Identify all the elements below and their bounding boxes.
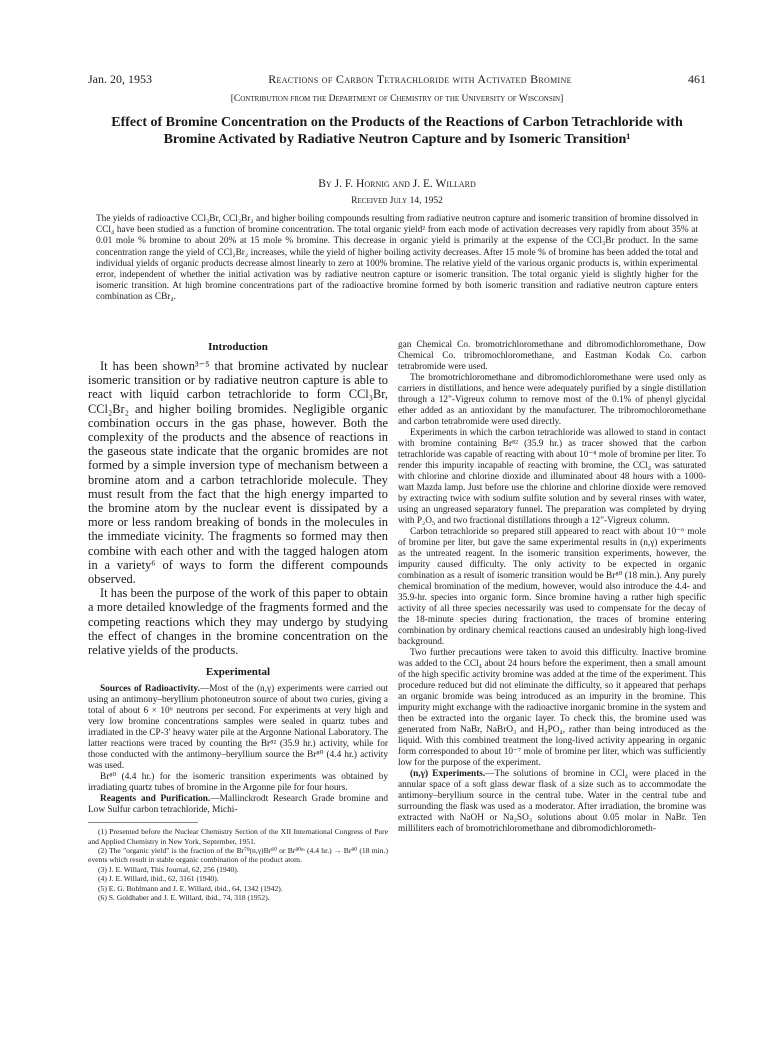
footnote: (1) Presented before the Nuclear Chemistry Section of the XII International Congress of Pure and Applied Chemistry in New York, September, 1951. xyxy=(88,827,388,846)
footnote: (6) S. Goldhaber and J. E. Willard, ibid., 74, 318 (1952). xyxy=(98,893,270,903)
abstract: The yields of radioactive CCl₃Br, CCl₂Br₂ and higher boiling compounds resulting from radiative neutron capture and isomeric transition of bromine dissolved in CCl₄ have been studied as a function of bromine concentration. The total organic yield² from each mode of activation decreases very rapidly from about 35% at 0.01 mole % bromine to about 20% at 15 mole % bromine. This decrease in organic yield is primarily at the expense of the CCl₃Br product. In the same concentration range the yield of CCl₂Br₂ increases, while the yield of higher boiling activity decreases. After 15 mole % of bromine has been added the total and individual yields of organic products decrease almost linearly to zero at 100% bromine. The relative yield of the various organic products is, within experimental error, independent of whether the initial activation was by radiative neutron capture or isomeric transition. The total organic yield is slightly higher for the isomeric transition. At high bromine concentrations part of the radioactive bromine formed by both isomeric transition and radiative neutron capture enters combination as CBr₄. xyxy=(96,214,698,303)
issue-date: Jan. 20, 1953 xyxy=(88,72,152,86)
received-date: Received July 14, 1952 xyxy=(351,196,443,206)
footnote: (2) The "organic yield" is the fraction of the Br⁷⁹(n,γ)Br⁸⁰ or Br⁸⁰ᵐ (4.4 hr.) → Br⁸⁰ (18 min.) events which result in stable organic combination of the product atom. xyxy=(88,846,388,865)
sources-paragraph-2: Br⁸⁰ (4.4 hr.) for the isomeric transition experiments was obtained by irradiating quartz tubes of bromine in the Argonne pile for four hours. xyxy=(88,772,388,794)
footnote-rule xyxy=(88,822,198,823)
ngamma-paragraph xyxy=(398,769,706,835)
footnote: (5) E. G. Bohlmann and J. E. Willard, ibid., 64, 1342 (1942). xyxy=(98,883,283,893)
isomeric-difficulty-paragraph: Carbon tetrachloride so prepared still appeared to react with about 10⁻⁶ mole of bromine per liter, but gave the same experimental results in (n,γ) experiments as the untreated reagent. In the isomeric transition experiments, however, the impurity caused difficulty. The only activity to be expected in organic combination as a result of isomeric transition would be Br⁸⁰ (18 min.). Any purely chemical bromination of the medium, however, would also introduce the 4.4- and 35.9-hr. species into organic form. Since bromine having a rather high specific activity of all three species necessarily was used to compensate for the decay of the 18-minute species during fractionation, the traces of bromine entering combination by ordinary chemical reactions caused an undesirably high long-lived background. xyxy=(398,527,706,647)
intro-paragraph-1: It has been shown³⁻⁵ that bromine activated by nuclear isomeric transition or by radiative neutron capture is able to react with liquid carbon tetrachloride to form CCl₃Br, CCl₂Br₂ and higher boiling bromides. Negligible organic combination occurs in the gas phase, however. Both the complexity of the products and the absence of reactions in the gaseous state indicate that the organic bromides are not formed by a simple inversion type of mechanism between a bromine atom and a carbon tetrachloride molecule. They must result from the fact that the high energy imparted to the bromine atom by the nuclear event is dissipated by a more or less random breaking of bonds in the molecules in the immediate vicinity. The fragments so formed may then combine with each other and with the tagged halogen atom in a variety⁶ of ways to form the different compounds observed. xyxy=(88,359,388,587)
introduction-section xyxy=(88,342,388,657)
purification-paragraph: The bromotrichloromethane and dibromodichloromethane were used only as carriers in distillations, and hence were adequately purified by a single distillation through a 12"-Vigreux column to remove most of the 0.1% of phenyl glycidal ether added as an antioxidant by the manufacturer. The tribromochloromethane and carbon tetrabromide were used directly. xyxy=(398,373,706,427)
reagents-text: —Mallinckrodt Research Grade bromine and Low Sulfur carbon tetrachloride, Michi- xyxy=(88,794,388,816)
sources-text: —Most of the (n,γ) experiments were carried out using an antimony–beryllium photoneutron source of about two curies, giving a total of about 6 × 10⁶ neutrons per second. For experiments at very high and very low bromine concentrations samples were sealed in quartz tubes and irradiated in the CP-3′ heavy water pile at the Argonne National Laboratory. The latter reactions were traced by counting the Br⁸² (35.9 hr.) activity, while for those conducted with the antimony–beryllium source the Br⁸⁰ (4.4 hr.) activity was used. xyxy=(88,684,388,772)
authors: By J. F. Hornig and J. E. Willard xyxy=(318,178,476,190)
running-title: Reactions of Carbon Tetrachloride with Activated Bromine xyxy=(268,72,572,86)
reagents-run-in-head: Reagents and Purification. xyxy=(100,794,211,805)
intro-paragraph-2: It has been the purpose of the work of this paper to obtain a more detailed knowledge of the fragments formed and the competing reactions which they may undergo by studying the effect of changes in the bromine concentration on the relative yields of the products. xyxy=(88,586,388,658)
reagents-paragraph xyxy=(88,794,388,816)
contribution-line: [Contribution from the Department of Chemistry of the University of Wisconsin] xyxy=(230,94,564,104)
impurity-paragraph: Experiments in which the carbon tetrachloride was allowed to stand in contact with bromine containing Br⁸² (35.9 hr.) as tracer showed that the carbon tetrachloride was capable of reacting with about 10⁻⁸ mole of bromine per liter. To render this impurity incapable of reacting with bromine, the CCl₄ was saturated with chlorine and chlorine dioxide and illuminated about 48 hours with a 1000-watt Mazda lamp. Just before use the chlorine and chlorine dioxide were removed by extracting twice with sodium sulfite solution and by several rinses with water, using an ungreased separatory funnel. The preparation was completed by drying with P₂O₅ and two fractional distillations through a 12"-Vigreux column. xyxy=(398,428,706,526)
precautions-paragraph: Two further precautions were taken to avoid this difficulty. Inactive bromine was added to the CCl₄ about 24 hours before the experiment, then a small amount of the high specific activity bromine was added at the time of the experiment. This procedure reduced but did not eliminate the difficulty, so it appeared that perhaps an organic bromide was being introduced as an impurity in the bromine. This impurity might exchange with the radioactive inorganic bromine in the system and then be extracted into the organic layer. To check this, the bromine used was generated from NaBr, NaBrO₃ and H₃PO₄, rather than being introduced as the liquid. With this combined treatment the long-lived activity appearing in organic form corresponded to about 10⁻⁷ mole of bromine per liter, which was sufficiently low for the purpose of the experiment. xyxy=(398,648,706,768)
footnote: (3) J. E. Willard, This Journal, 62, 256 (1940). xyxy=(98,864,239,874)
ngamma-text: —The solutions of bromine in CCl₄ were placed in the annular space of a soft glass dewar flask of a size such as to accommodate the antimony–beryllium source in the central tube. Water in the central tube and surrounding the flask was used as a moderator. After irradiation, the bromine was extracted with NaOH or Na₂SO₃ solutions about 0.05 molar in NaBr. Ten milliliters each of bromotrichloromethane and dibromodichlorometh- xyxy=(398,769,706,834)
ngamma-run-in-head: (n,γ) Experiments. xyxy=(410,769,486,779)
sources-paragraph xyxy=(88,684,388,772)
footnotes xyxy=(88,827,388,902)
footnote: (4) J. E. Willard, ibid., 62, 3161 (1940). xyxy=(98,874,219,884)
left-column xyxy=(88,340,388,903)
page-number: 461 xyxy=(688,72,706,86)
right-column xyxy=(398,340,706,835)
reagents-continued: gan Chemical Co. bromotrichloromethane and dibromodichloromethane, Dow Chemical Co. tribromochloromethane, and Eastman Kodak Co. carbon tetrabromide were used. xyxy=(398,340,706,372)
running-header xyxy=(88,72,706,87)
introduction-heading: Introduction xyxy=(208,341,268,353)
experimental-heading: Experimental xyxy=(205,666,271,679)
sources-run-in-head: Sources of Radioactivity. xyxy=(100,684,200,695)
article-title: Effect of Bromine Concentration on the Products of the Reactions of Carbon Tetrachloride with Bromine Activated by Radiative Neutron Capture and by Isomeric Transition¹ xyxy=(111,115,683,147)
